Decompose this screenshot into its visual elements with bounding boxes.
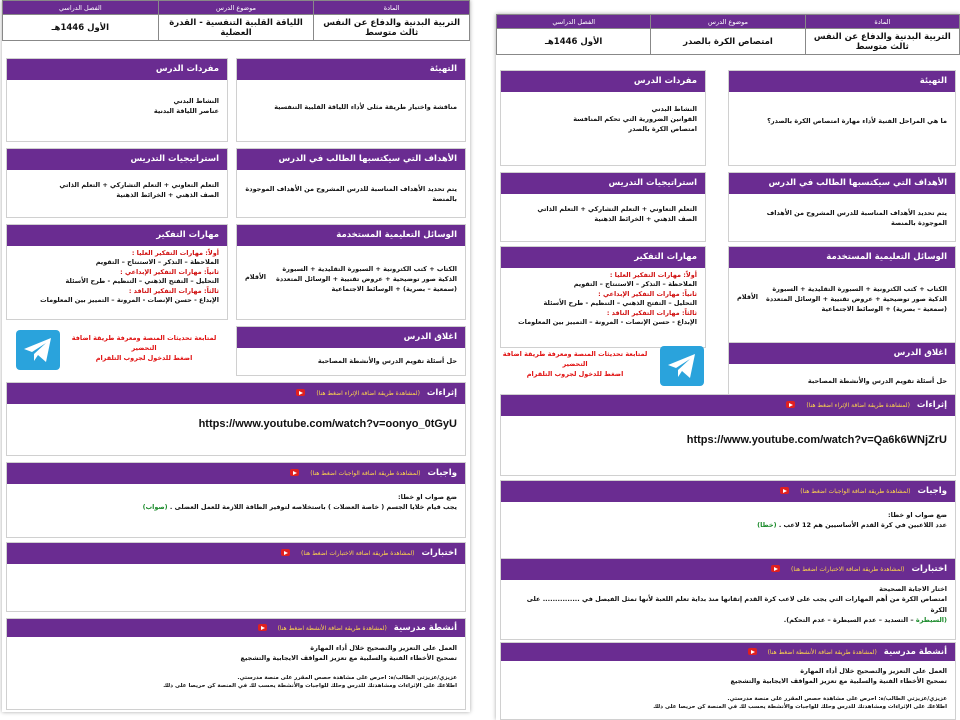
header-topic-label: موضوع الدرس <box>158 1 314 15</box>
lesson-plan-page-left <box>2 0 470 712</box>
strategy-item: الصف الذهني + الخرائط الذهنية <box>116 191 219 200</box>
student-note: اطلاعك على الإثراءات ومشاهدتك للدرس وحلك للواجبات والأنشطة يحسب لك في المنصة كن حريصا على ذلك <box>163 683 457 690</box>
activities-section <box>6 618 466 710</box>
activities-section <box>500 642 956 720</box>
intro-text: ما هي المراحل الفنية لأداء مهارة امتصاص الكرة بالصدر؟ <box>767 117 947 125</box>
tests-title: اختبارات <box>911 564 947 574</box>
strategy-item: الصف الذهني + الخرائط الذهنية <box>594 215 697 224</box>
goals-text: يتم تحديد الأهداف المناسبة للدرس المشروح من الأهداف الموجودة بالمنصة <box>766 209 947 228</box>
strategies-title: استراتيجيات التدريس <box>501 173 705 194</box>
thinking-heading: ثانياً: مهارات التفكير الإبداعي : <box>120 267 219 276</box>
homework-help-link[interactable]: (لمشاهدة طريقة اضافة الواجبات اضغط هنا) <box>310 470 421 477</box>
goals-title: الأهداف التي سيكتسبها الطالب في الدرس <box>237 149 465 170</box>
intro-text: مناقشة واختيار طريقة مثلى لأداء اللياقة القلبية التنفسية <box>274 103 457 111</box>
semester-value: الأول 1446هـ <box>497 29 651 55</box>
vocab-title: مفردات الدرس <box>7 59 227 80</box>
test-question: امتصاص الكرة من أهم المهارات التي يجب على لاعب كرة القدم إتقانها منذ بداية تعلم اللعبة لأنها تمثل الفيصل في ............... على الكرة <box>526 595 947 614</box>
youtube-icon[interactable] <box>290 469 299 476</box>
enrichment-url[interactable]: https://www.youtube.com/watch?v=oonyo_0tGyU <box>198 418 457 430</box>
homework-answer: (خطا) <box>757 521 777 530</box>
homework-question: عدد اللاعبين في كرة القدم الأساسيين هم 12 لاعب . <box>778 521 947 530</box>
homework-section <box>6 462 466 538</box>
student-note: اطلاعك على الإثراءات ومشاهدتك للدرس وحلك للواجبات والأنشطة يحسب لك في المنصة كن حريصا على ذلك <box>653 704 947 711</box>
promo-line: لمتابعة تحديثات المنصة ومعرفة طريقة اضافة التحضير <box>502 350 648 368</box>
vocab-section <box>500 70 706 166</box>
media-text: الكتاب + كتب الكترونية + السبورة التقليدية + السبورة الذكية صور توضيحية + عروض تقنيية + الوسائل المتعددة (سمعية – بصرية) + الوسائط الاجتماعية <box>275 265 457 294</box>
vocab-item: النشاط البدني <box>651 105 697 113</box>
promo-line: لمتابعة تحديثات المنصة ومعرفة طريقة اضافة التحضير <box>71 334 217 352</box>
test-heading: اختار الاجابة الصحيحة <box>879 585 947 593</box>
enrichment-title: إثراءات <box>916 400 947 410</box>
thinking-title: مهارات التفكير <box>7 225 227 246</box>
topic-value: اللياقة القلبية التنفسية - القدرة العضلية <box>158 15 314 41</box>
youtube-icon[interactable] <box>771 565 780 572</box>
media-text: الكتاب + كتب الكترونية + السبورة التقليدية + السبورة الذكية صور توضيحية + عروض تقنيية + الوسائل المتعددة (سمعية – بصرية) + الوسائط الاجتماعية <box>765 285 947 314</box>
thinking-item: الإبداع - حسن الإنصات - المرونة – التمييز بين المعلومات <box>518 318 697 327</box>
student-note: عزيزي/عزيزتي الطالب/ة: احرص على مشاهدة حصص المقرر على منصة مدرستي. <box>727 696 947 703</box>
enrichment-title: إثراءات <box>426 388 457 398</box>
homework-line: ضع صواب او خطا: <box>888 511 947 519</box>
header-subject-label: المادة <box>805 15 959 29</box>
test-options: – التسديد – عدم السيطرة – عدم التحكم). <box>783 616 916 625</box>
test-correct-option: (السيطرة <box>915 616 947 625</box>
goals-section <box>728 172 956 242</box>
homework-title: واجبات <box>917 486 947 496</box>
vocab-item: امتصاص الكرة بالصدر <box>628 125 697 134</box>
media-pens: الأقلام <box>737 293 759 301</box>
lesson-plan-page-right <box>496 14 960 720</box>
thinking-item: التحليل – التفتح الذهني – التنظيم - طرح الأسئلة <box>543 299 697 308</box>
close-section <box>728 342 956 400</box>
strategy-item: التعلم التعاوني + التعلم التشاركي + التعلم الذاتي <box>537 205 697 213</box>
subject-value: التربية البدنية والدفاع عن النفس ثالث متوسط <box>314 15 470 41</box>
semester-value: الأول 1446هـ <box>3 15 159 41</box>
enrichment-help-link[interactable]: (لمشاهدة طريقة اضافة الإثراء اضغط هنا) <box>806 402 910 409</box>
thinking-heading: ثالثاً: مهارات التفكير الناقد : <box>606 308 697 317</box>
youtube-icon[interactable] <box>748 648 757 655</box>
homework-title: واجبات <box>427 468 457 478</box>
youtube-icon[interactable] <box>786 401 795 408</box>
student-note: عزيزي/عزيزتي الطالب/ة: احرص على مشاهدة حصص المقرر على منصة مدرستي. <box>237 675 457 682</box>
telegram-icon[interactable] <box>660 346 704 386</box>
intro-section <box>236 58 466 142</box>
promo-line: اضغط للدخول لجروب التلقرام <box>526 369 624 378</box>
media-section <box>236 224 466 320</box>
close-title: اغلاق الدرس <box>729 343 955 364</box>
thinking-heading: أولاً: مهارات التفكير العليا : <box>131 249 219 257</box>
enrichment-help-link[interactable]: (لمشاهدة طريقة اضافة الإثراء اضغط هنا) <box>316 390 420 397</box>
media-section <box>728 246 956 348</box>
close-text: حل أسئلة تقويم الدرس والأنشطة المصاحبة <box>317 357 457 365</box>
vocab-item: القوانين الضرورية التي تحكم المنافسة <box>573 115 697 124</box>
thinking-section <box>6 224 228 320</box>
intro-title: التهيئة <box>237 59 465 80</box>
activity-item: العمل على التعزيز والتصحيح خلال أداء المهارة <box>310 644 457 652</box>
goals-text: يتم تحديد الأهداف المناسبة للدرس المشروح من الأهداف الموجودة بالمنصة <box>245 185 457 204</box>
youtube-icon[interactable] <box>780 487 789 494</box>
header-table <box>2 0 470 41</box>
thinking-heading: ثانياً: مهارات التفكير الإبداعي : <box>598 289 697 298</box>
header-table <box>496 14 960 55</box>
enrichment-section <box>500 394 956 476</box>
vocab-item: النشاط البدني <box>173 97 219 105</box>
thinking-title: مهارات التفكير <box>501 247 705 268</box>
activity-item: تصحيح الأخطاء الفنية والسلبية مع تعزيز المواقف الايجابية والتشجيع <box>730 677 947 686</box>
enrichment-url[interactable]: https://www.youtube.com/watch?v=Qa6k6WNjZrU <box>686 434 947 446</box>
youtube-icon[interactable] <box>281 549 290 556</box>
activity-item: العمل على التعزيز والتصحيح خلال أداء المهارة <box>800 667 947 675</box>
tests-help-link[interactable]: (لمشاهدة طريقة اضافة الاختبارات اضغط هنا) <box>301 550 415 557</box>
youtube-icon[interactable] <box>258 624 267 631</box>
close-section <box>236 326 466 376</box>
homework-section <box>500 480 956 562</box>
vocab-section <box>6 58 228 142</box>
intro-section <box>728 70 956 166</box>
activities-title: أنشطة مدرسية <box>883 647 947 657</box>
promo-line: اضغط للدخول لجروب التلقرام <box>95 353 193 362</box>
media-title: الوسائل التعليمية المستخدمة <box>237 225 465 246</box>
thinking-item: التحليل – التفتح الذهني – التنظيم - طرح الأسئلة <box>65 277 219 286</box>
strategies-section <box>500 172 706 242</box>
tests-title: اختبارات <box>421 548 457 558</box>
thinking-item: الملاحظة – التذكر – الاستنتاج – التقويم <box>95 258 219 267</box>
header-semester-label: الفصل الدراسي <box>497 15 651 29</box>
close-text: حل أسئلة تقويم الدرس والأنشطة المصاحبة <box>807 377 947 385</box>
goals-section <box>236 148 466 218</box>
header-subject-label: المادة <box>314 1 470 15</box>
thinking-heading: أولاً: مهارات التفكير العليا : <box>609 271 697 279</box>
telegram-icon[interactable] <box>16 330 60 370</box>
header-semester-label: الفصل الدراسي <box>3 1 159 15</box>
strategies-title: استراتيجيات التدريس <box>7 149 227 170</box>
intro-title: التهيئة <box>729 71 955 92</box>
subject-value: التربية البدنية والدفاع عن النفس ثالث متوسط <box>805 29 959 55</box>
strategy-item: التعلم التعاوني + التعلم التشاركي + التعلم الذاتي <box>59 181 219 189</box>
activity-item: تصحيح الأخطاء الفنية والسلبية مع تعزيز المواقف الايجابية والتشجيع <box>240 654 457 663</box>
homework-line: ضع صواب او خطا: <box>398 493 457 501</box>
homework-question: يجب قيام خلايا الجسم ( خاصة العضلات ) باستخلاصه لتوفير الطاقة اللازمة للعمل العضلى . <box>169 503 457 512</box>
thinking-item: الإبداع - حسن الإنصات - المرونة – التمييز بين المعلومات <box>40 296 219 305</box>
vocab-title: مفردات الدرس <box>501 71 705 92</box>
tests-help-link[interactable]: (لمشاهدة طريقة اضافة الاختبارات اضغط هنا) <box>791 566 905 573</box>
goals-title: الأهداف التي سيكتسبها الطالب في الدرس <box>729 173 955 194</box>
activities-title: أنشطة مدرسية <box>393 623 457 633</box>
thinking-section <box>500 246 706 348</box>
youtube-icon[interactable] <box>296 389 305 396</box>
homework-help-link[interactable]: (لمشاهدة طريقة اضافة الواجبات اضغط هنا) <box>800 488 911 495</box>
media-title: الوسائل التعليمية المستخدمة <box>729 247 955 268</box>
activities-help-link[interactable]: (لمشاهدة طريقة اضافة الأنشطة اضغط هنا) <box>277 625 387 632</box>
close-title: اغلاق الدرس <box>237 327 465 348</box>
topic-value: امتصاص الكرة بالصدر <box>651 29 805 55</box>
telegram-promo[interactable] <box>500 344 706 390</box>
activities-help-link[interactable]: (لمشاهدة طريقة اضافة الأنشطة اضغط هنا) <box>767 649 877 656</box>
strategies-section <box>6 148 228 218</box>
tests-section <box>500 558 956 640</box>
vocab-item: عناصر اللياقة البدنية <box>153 107 219 116</box>
media-pens: الأقلام <box>245 273 267 281</box>
enrichment-section <box>6 382 466 456</box>
telegram-promo[interactable] <box>6 328 228 374</box>
tests-section <box>6 542 466 612</box>
header-topic-label: موضوع الدرس <box>651 15 805 29</box>
thinking-heading: ثالثاً: مهارات التفكير الناقد : <box>128 286 219 295</box>
homework-answer: (صواب) <box>142 503 168 512</box>
thinking-item: الملاحظة – التذكر – الاستنتاج – التقويم <box>573 280 697 289</box>
